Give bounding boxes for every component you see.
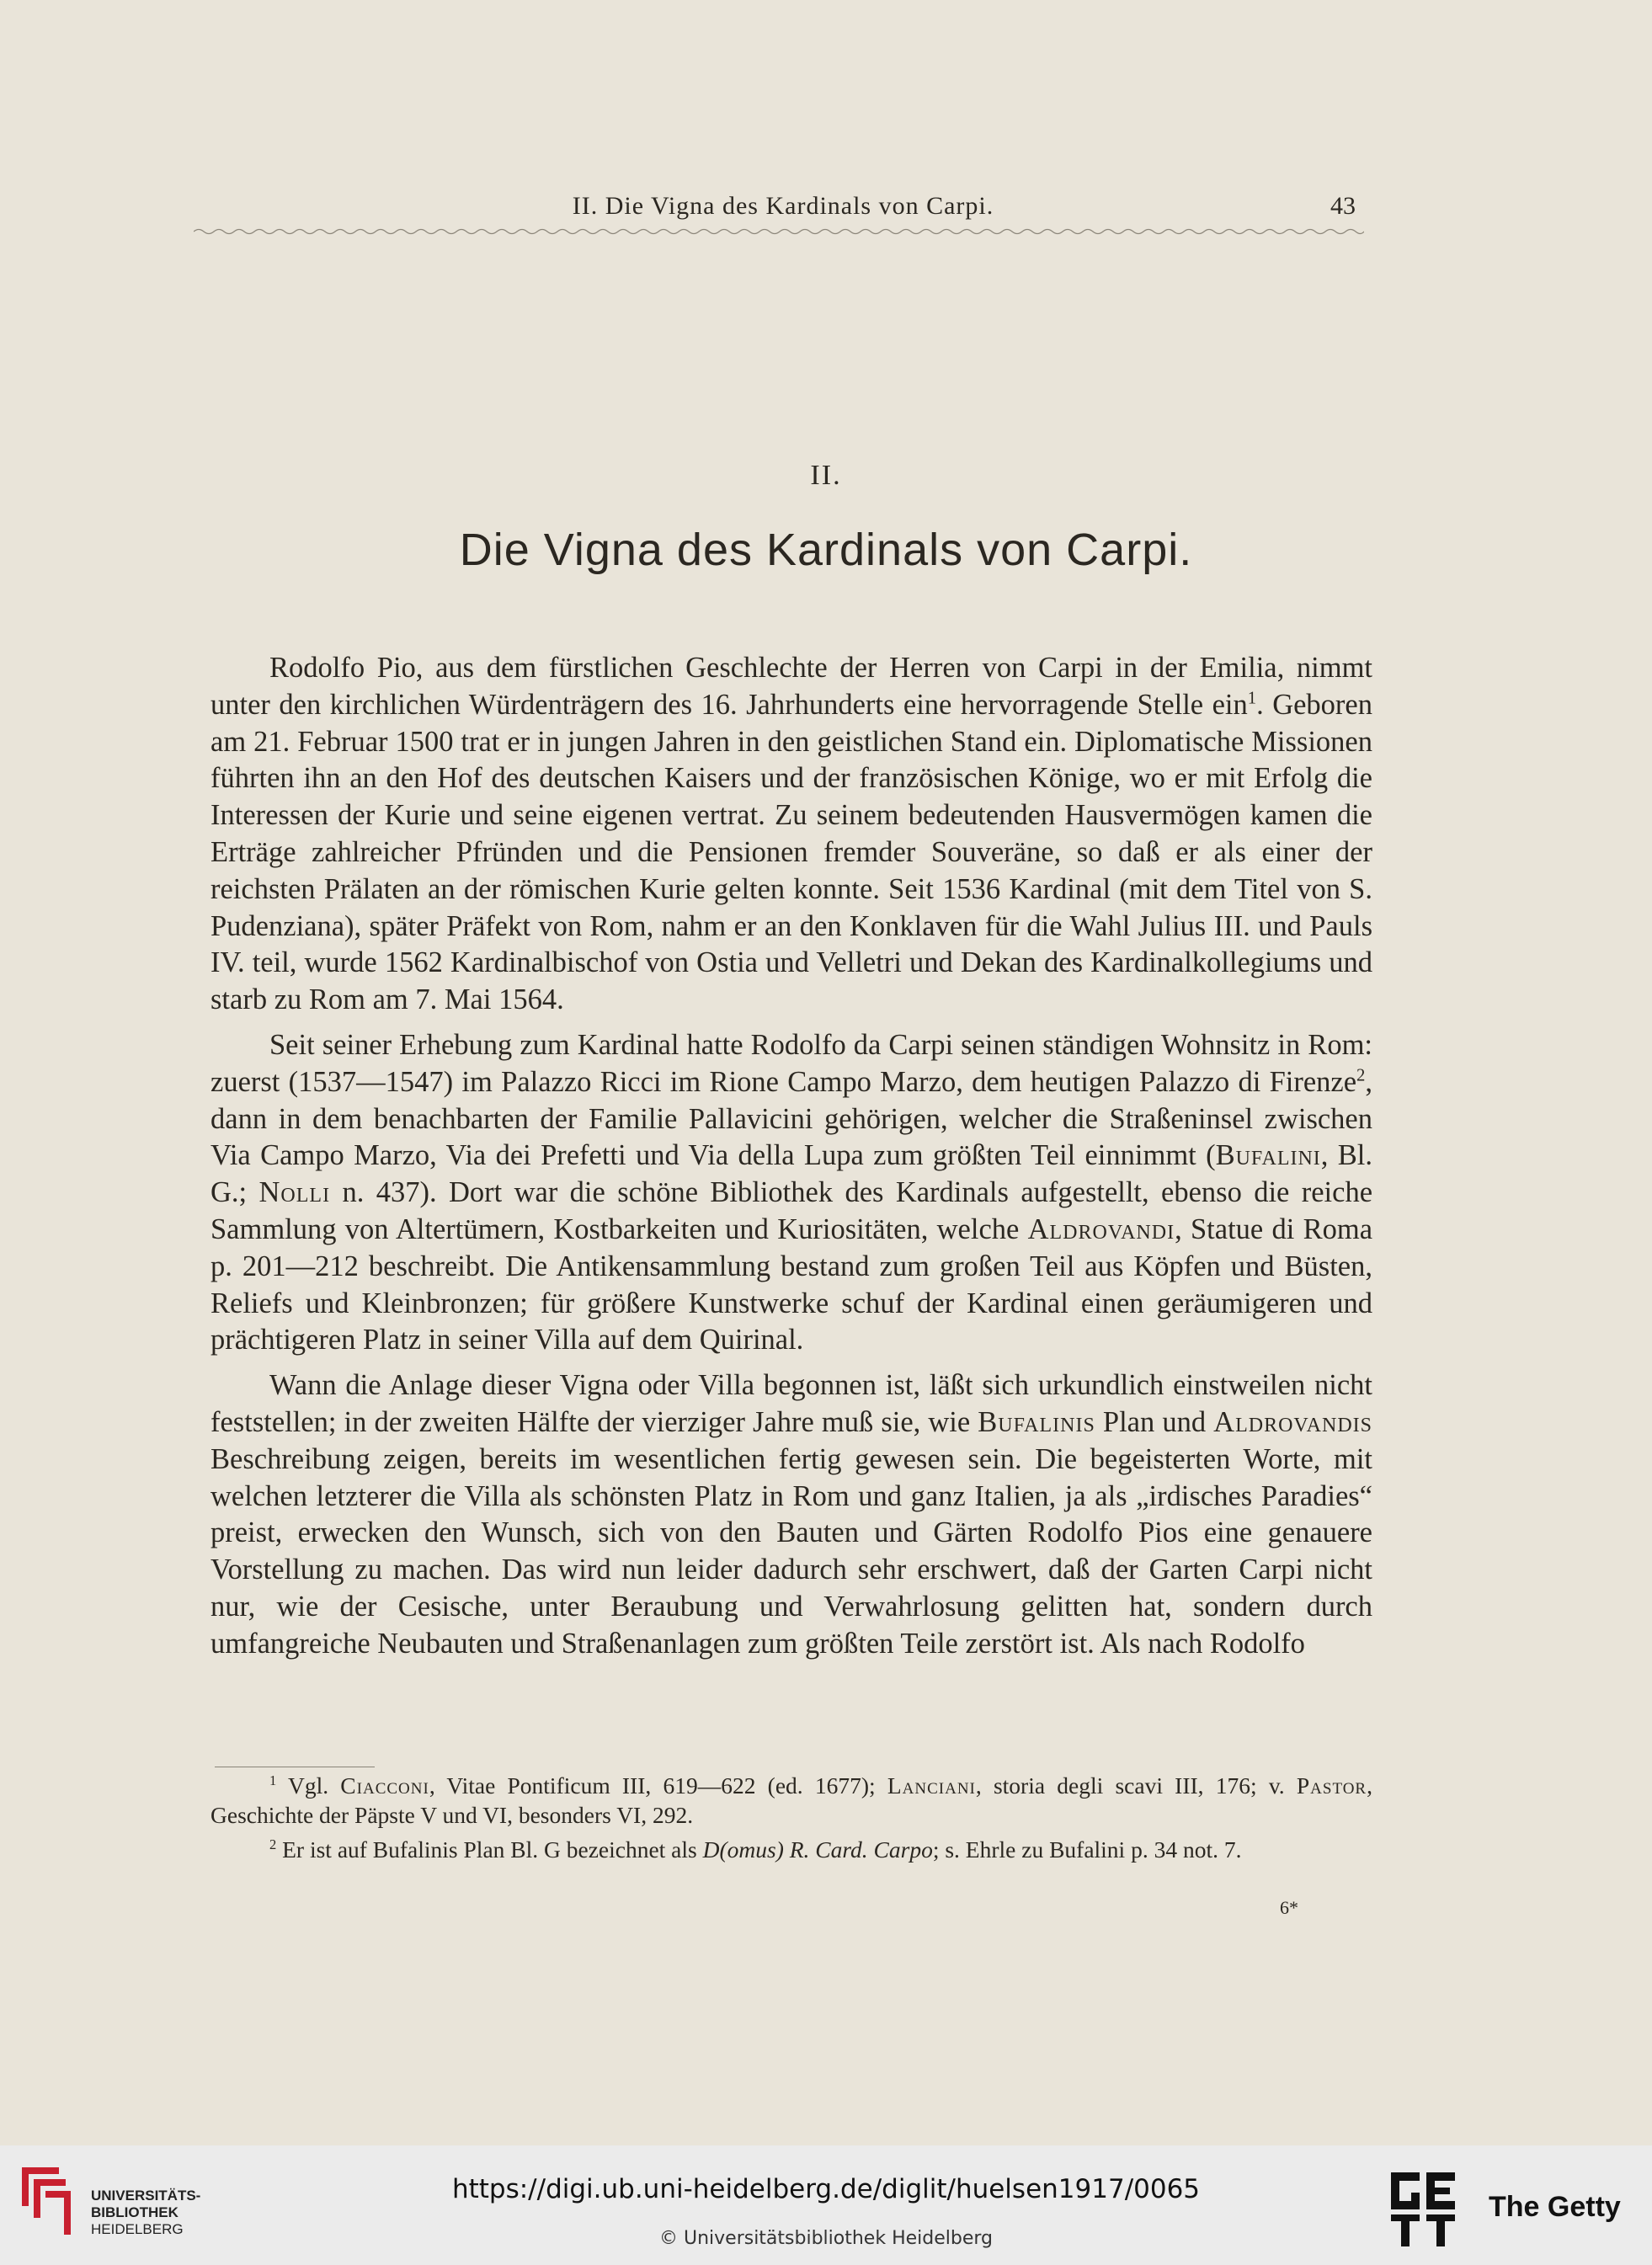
getty-logo-icon[interactable]: [1386, 2167, 1460, 2252]
footnote-ref-1[interactable]: 1: [1247, 689, 1257, 708]
author-bufalini: Bufalini: [1215, 1139, 1321, 1172]
footnotes: [210, 1771, 1372, 1869]
footnote-2: [210, 1835, 1372, 1864]
author-ciacconi: Ciacconi: [340, 1772, 429, 1799]
paragraph-1-text-b: . Geboren am 21. Februar 1500 trat er in jungen Jahren in den geistlichen Stand ein. Diplomatische Missionen führten ihn an den Hof des deutschen Kaisers und der französischen Könige, wo er mit Erfolg die Interessen der Kurie und seine eigenen vertrat. Zu seinem bedeutenden Hausvermögen kamen die Erträge zahlreicher Pfründen und die Pensionen fremder Souveräne, so daß er als einer der reichsten Prälaten an der römischen Kurie gelten konnte. Seit 1536 Kardinal (mit dem Titel von S. Pudenziana), später Präfekt von Rom, nahm er an den Konklaven für die Wahl Julius III. und Pauls IV. teil, wurde 1562 Kardinalbischof von Ostia und Velletri und Dekan des Kardinalkollegiums und starb zu Rom am 7. Mai 1564.: [210, 688, 1372, 1016]
paragraph-2-text-b: , dann in dem benachbarten der Familie Pallavicini gehörigen, welcher die Straßeninsel zwischen Via Campo Marzo, Via dei Prefetti und Via della Lupa zum größten Teil einnimmt (: [210, 1065, 1372, 1172]
library-name-line-1: UNIVERSITÄTS-: [91, 2188, 201, 2204]
paragraph-2-text-c: , Bl. G.;: [210, 1139, 1372, 1209]
paragraph-2: [210, 1027, 1372, 1359]
paragraph-2-text-d: n. 437). Dort war die schöne Bibliothek des Kardinals aufgestellt, ebenso die reiche Sammlung von Altertümern, Kostbarkeiten und Kuriositäten, welche: [210, 1176, 1373, 1245]
chapter-title: Die Vigna des Kardinals von Carpi.: [459, 525, 1193, 575]
paragraph-2-text-e: , Statue di Roma p. 201—212 beschreibt. Die Antikensammlung bestand zum großen Teil aus Köpfen und Büsten, Reliefs und Kleinbronzen; für größere Kunstwerke schuf der Kardinal einen geräumigeren und prächtigeren Platz in seiner Villa auf dem Quirinal.: [210, 1212, 1373, 1356]
page-number: 43: [1330, 192, 1356, 220]
author-nolli: Nolli: [258, 1176, 331, 1209]
footnote-1-text-b: , Vitae Pontificum III, 619—622 (ed. 1677);: [429, 1772, 887, 1799]
author-bufalinis: Bufalinis: [978, 1405, 1095, 1438]
footer-bar: [0, 2145, 1652, 2265]
library-name-line-2: BIBLIOTHEK: [91, 2204, 179, 2220]
library-name-line-3: HEIDELBERG: [91, 2221, 184, 2237]
signature-mark: 6*: [1280, 1897, 1298, 1918]
paragraph-1: [210, 650, 1372, 1019]
footnote-1-mark: 1: [269, 1772, 277, 1788]
running-head: [210, 192, 1356, 226]
author-aldrovandis: Aldrovandis: [1213, 1405, 1372, 1438]
paragraph-3-text-a: Wann die Anlage dieser Vigna oder Villa begonnen ist, läßt sich urkundlich einstweilen nicht feststellen; in der zweiten Hälfte der vierziger Jahre muß sie, wie: [210, 1369, 1372, 1438]
footnote-2-mark: 2: [269, 1836, 277, 1852]
getty-name[interactable]: The Getty: [1489, 2191, 1621, 2223]
footnote-1-text-c: , storia degli scavi III, 176; v.: [975, 1772, 1297, 1799]
paragraph-1-text-a: Rodolfo Pio, aus dem fürstlichen Geschlechte der Herren von Carpi in der Emilia, nimmt unter den kirchlichen Würdenträgern des 16. Jahrhunderts eine hervorragende Stelle ein: [210, 652, 1372, 721]
footnote-1: [210, 1771, 1372, 1830]
author-aldrovandi: Aldrovandi: [1027, 1212, 1175, 1245]
paragraph-3-text-b: Plan und: [1095, 1405, 1214, 1438]
footnote-2-italic: D(omus) R. Card. Carpo: [702, 1836, 933, 1863]
footnote-1-text-d: , Geschichte der Päpste V und VI, besonders VI, 292.: [210, 1772, 1372, 1828]
footnote-1-text-a: Vgl.: [276, 1772, 341, 1799]
footnote-2-text-a: Er ist auf Bufalinis Plan Bl. G bezeichnet als: [276, 1836, 703, 1863]
footnote-ref-2[interactable]: 2: [1356, 1066, 1366, 1085]
author-pastor: Pastor: [1296, 1772, 1367, 1799]
copyright-notice: © Universitätsbibliothek Heidelberg: [658, 2228, 993, 2249]
permalink-url[interactable]: https://digi.ub.uni-heidelberg.de/diglit/huelsen1917/0065: [451, 2174, 1201, 2204]
body-text: [210, 650, 1372, 1671]
paragraph-3: [210, 1367, 1372, 1662]
paragraph-2-text-a: Seit seiner Erhebung zum Kardinal hatte Rodolfo da Carpi seinen ständigen Wohnsitz in Rom: zuerst (1537—1547) im Palazzo Ricci im Rione Campo Marzo, dem heutigen Palazzo di Firenze: [210, 1028, 1372, 1098]
chapter-number: II.: [810, 460, 842, 491]
running-head-title: II. Die Vigna des Kardinals von Carpi.: [572, 192, 994, 220]
paragraph-3-text-c: Beschreibung zeigen, bereits im wesentlichen fertig gewesen sein. Die begeisterten Worte, mit welchen letzterer die Villa als schönsten Platz in Rom und ganz Italien, ja als „irdisches Paradies“ preist, erwecken den Wunsch, sich von den Bauten und Gärten Rodolfo Pios eine genauere Vorstellung zu machen. Das wird nun leider dadurch sehr erschwert, daß der Garten Carpi nicht nur, wie der Cesische, unter Beraubung und Verwahrlosung gelitten hat, sondern durch umfangreiche Neubauten und Straßenanlagen zum größten Teile zerstört ist. Als nach Rodolfo: [210, 1442, 1372, 1660]
wavy-rule: [194, 226, 1364, 237]
author-lanciani: Lanciani: [887, 1772, 976, 1799]
footnote-2-text-b: ; s. Ehrle zu Bufalini p. 34 not. 7.: [932, 1836, 1242, 1863]
